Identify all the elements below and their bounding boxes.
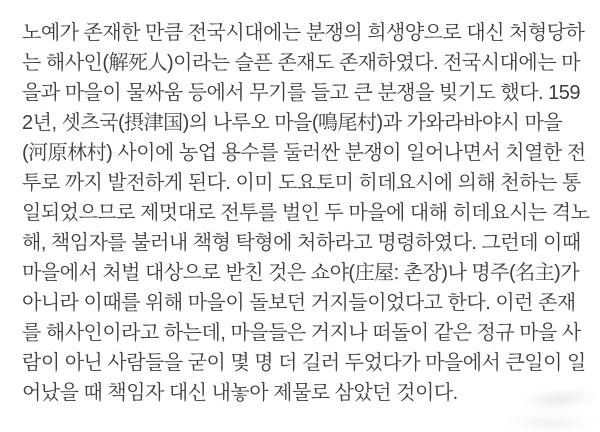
text-line: 를 해사인이라고 하는데, 마을들은 거지나 떠돌이 같은 정규 마을 사 xyxy=(22,322,581,344)
text-line: 마을에서 처벌 대상으로 받친 것은 쇼야(庄屋: 촌장)나 명주(名主)가 xyxy=(22,262,580,284)
text-line: 투로 까지 발전하게 된다. 이미 도요토미 히데요시에 의해 천하는 통 xyxy=(22,172,581,194)
text-line: 노예가 존재한 만큼 전국시대에는 분쟁의 희생양으로 대신 처형당하 xyxy=(22,22,585,44)
text-line: 아니라 이때를 위해 마을이 돌보던 거지들이었다고 한다. 이런 존재 xyxy=(22,292,576,314)
article-text xyxy=(22,18,590,408)
text-line: 일되었으므로 제멋대로 전투를 벌인 두 마을에 대해 히데요시는 격노 xyxy=(22,202,590,224)
watermark-artifact xyxy=(500,414,600,432)
text-line: 는 해사인(解死人)이라는 슬픈 존재도 존재하였다. 전국시대에는 마 xyxy=(22,52,580,74)
text-line: 해, 책임자를 불러내 책형 탁형에 처하라고 명령하였다. 그런데 이때 xyxy=(22,232,581,254)
text-line: (河原林村) 사이에 농업 용수를 둘러싼 분쟁이 일어나면서 치열한 전 xyxy=(22,142,586,164)
text-line: 람이 아닌 사람들을 굳이 몇 명 더 길러 두었다가 마을에서 큰일이 일 xyxy=(22,352,586,374)
watermark-artifact xyxy=(519,385,600,413)
text-line: 어났을 때 책임자 대신 내놓아 제물로 삼았던 것이다. xyxy=(22,382,458,404)
text-line: 을과 마을이 물싸움 등에서 무기를 들고 큰 분쟁을 빚기도 했다. 159 xyxy=(22,82,580,104)
text-line: 2년, 셋츠국(摂津国)의 나루오 마을(鳴尾村)과 가와라바야시 마을 xyxy=(22,112,563,134)
